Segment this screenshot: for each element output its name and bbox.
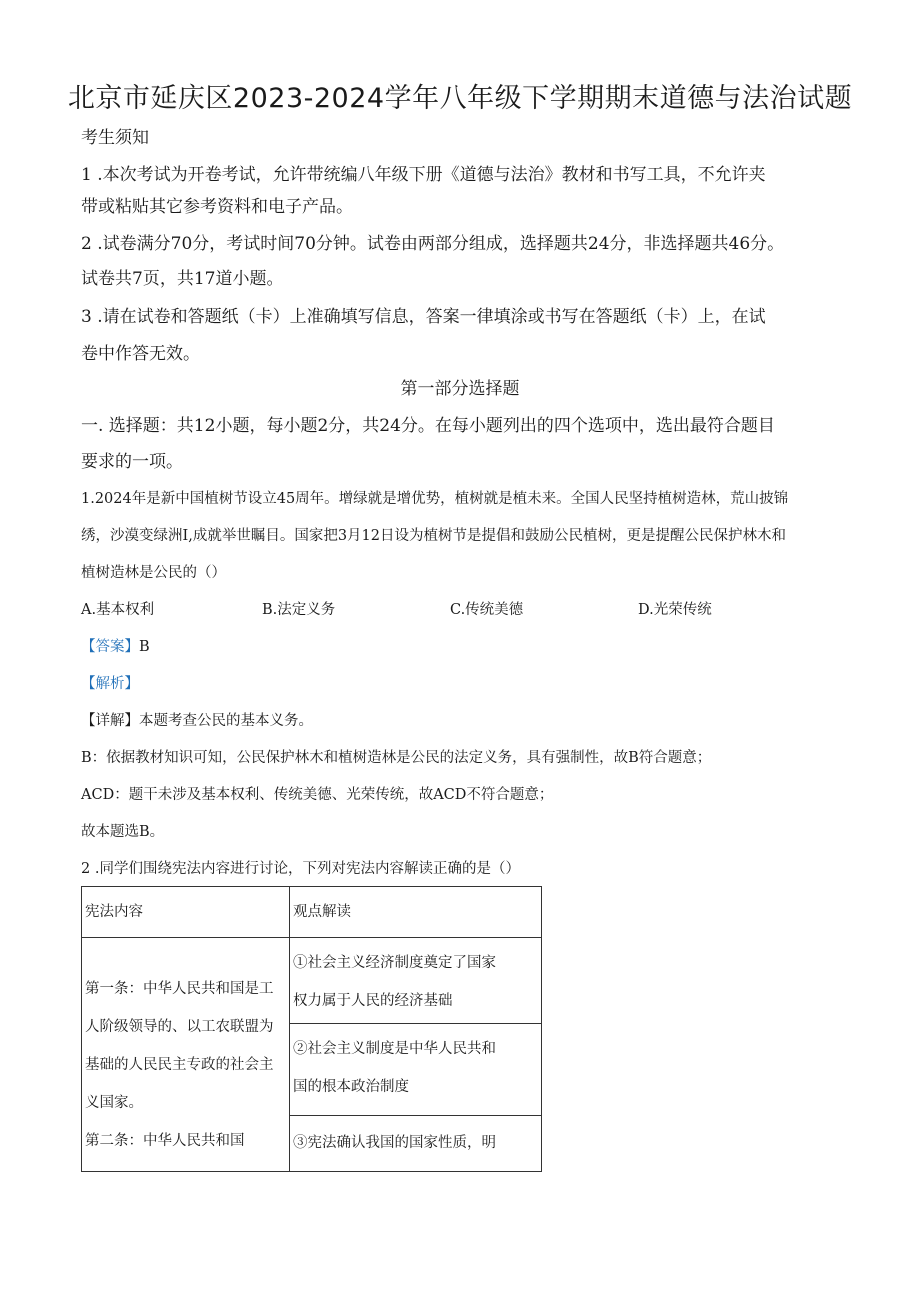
- notice-line: 3 .请在试卷和答题纸（卡）上准确填写信息，答案一律填涂或书写在答题纸（卡）上，在试: [81, 307, 766, 327]
- q1-stem-line: 1.2024年是新中国植树节设立45周年。增绿就是增优势，植树就是植未来。全国人民坚持植树造林，荒山披锦: [81, 491, 789, 507]
- q1-option-c: C.传统美德: [450, 602, 524, 618]
- table-cell-viewpoint-3: [290, 1116, 542, 1172]
- table-cell-line: 第二条：中华人民共和国: [85, 1133, 245, 1149]
- notice-line: 试卷共7页，共17道小题。: [81, 269, 284, 289]
- notice-heading: 考生须知: [81, 128, 149, 148]
- q1-stem-line: 绣，沙漠变绿洲I,成就举世瞩目。国家把3月12日设为植树节是提倡和鼓励公民植树，更是提醒公民保护林木和: [81, 528, 787, 544]
- answer-tag: 【答案】: [81, 639, 139, 655]
- notice-line: 2 .试卷满分70分，考试时间70分钟。试卷由两部分组成，选择题共24分，非选择题共46分。: [81, 234, 785, 254]
- q1-option-a: A.基本权利: [81, 602, 155, 618]
- answer-value: B: [139, 639, 150, 655]
- table-header-content: 宪法内容: [82, 887, 290, 938]
- part1-heading: 第一部分选择题: [400, 379, 520, 399]
- q1-option-b: B.法定义务: [262, 602, 336, 618]
- table-cell-viewpoint-1: [290, 938, 542, 1024]
- table-header-interpretation: 观点解读: [290, 887, 542, 938]
- notice-line: 带或粘贴其它参考资料和电子产品。: [81, 197, 353, 217]
- q1-answer: [81, 635, 150, 656]
- q2-stem: 2 .同学们围绕宪法内容进行讨论，下列对宪法内容解读正确的是（）: [81, 861, 520, 877]
- table-cell-line: 人阶级领导的、以工农联盟为: [85, 1019, 274, 1035]
- notice-line: 1 .本次考试为开卷考试，允许带统编八年级下册《道德与法治》教材和书写工具，不允许夹: [81, 165, 766, 185]
- q1-detail-line: ACD：题干未涉及基本权利、传统美德、光荣传统，故ACD不符合题意；: [81, 787, 554, 803]
- q1-stem-line: 植树造林是公民的（）: [81, 565, 226, 581]
- table-cell-line: ③宪法确认我国的国家性质，明: [293, 1135, 496, 1151]
- table-cell-constitution-text: [82, 938, 290, 1172]
- table-cell-line: 权力属于人民的经济基础: [293, 993, 453, 1009]
- table-cell-line: ②社会主义制度是中华人民共和: [293, 1041, 496, 1057]
- q2-constitution-table: [81, 886, 542, 1172]
- q1-detail-line: B：依据教材知识可知，公民保护林木和植树造林是公民的法定义务，具有强制性，故B符合题意；: [81, 750, 712, 766]
- table-cell-line: 国的根本政治制度: [293, 1079, 409, 1095]
- notice-line: 卷中作答无效。: [81, 344, 200, 364]
- part1-instruction: 一. 选择题：共12小题，每小题2分，共24分。在每小题列出的四个选项中，选出最符合题目: [81, 416, 775, 436]
- q1-option-d: D.光荣传统: [638, 602, 712, 618]
- table-cell-line: ①社会主义经济制度奠定了国家: [293, 955, 496, 971]
- q1-detail-line: 故本题选B。: [81, 824, 165, 840]
- analysis-tag: 【解析】: [81, 676, 139, 692]
- q1-detail-line: 【详解】本题考查公民的基本义务。: [81, 713, 313, 729]
- table-cell-line: 第一条：中华人民共和国是工: [85, 981, 274, 997]
- table-cell-line: 基础的人民民主专政的社会主: [85, 1057, 274, 1073]
- page-title: 北京市延庆区2023-2024学年八年级下学期期末道德与法治试题: [67, 83, 853, 114]
- table-cell-viewpoint-2: [290, 1024, 542, 1116]
- table-cell-line: 义国家。: [85, 1095, 143, 1111]
- part1-instruction: 要求的一项。: [81, 452, 183, 472]
